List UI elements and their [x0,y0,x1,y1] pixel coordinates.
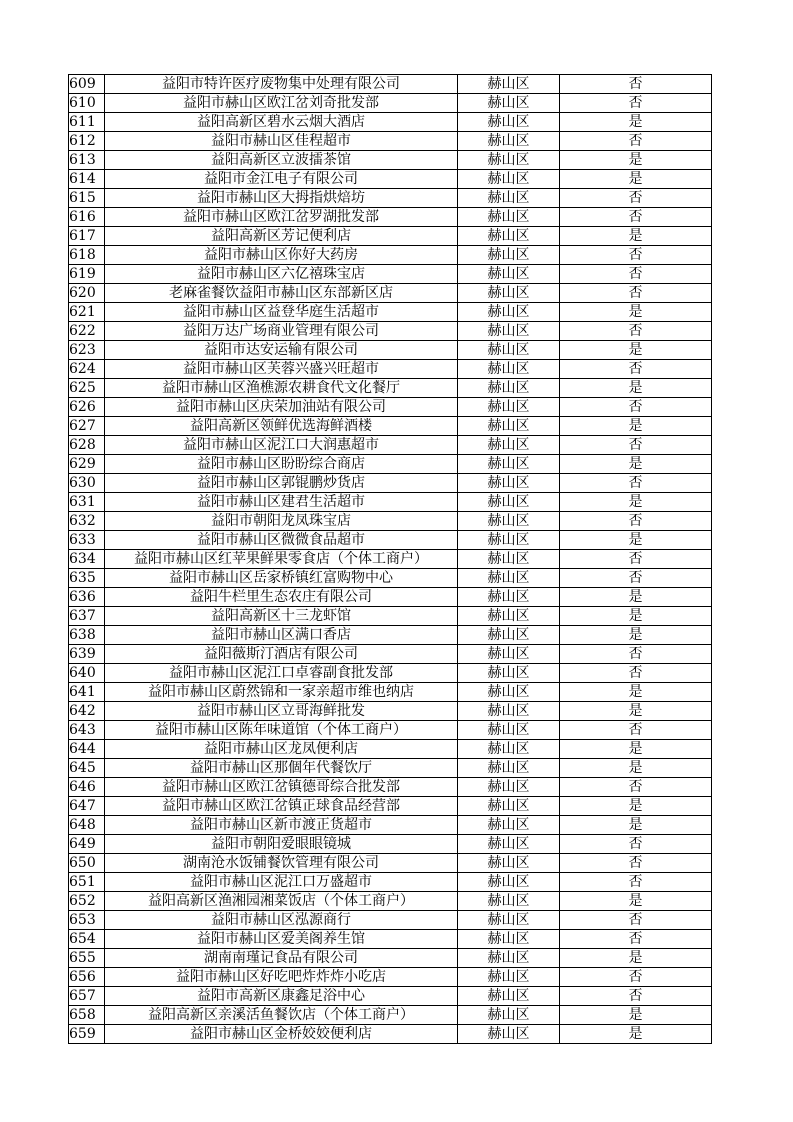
row-number: 650 [69,854,105,873]
company-name: 益阳市赫山区泥江口万盛超市 [105,873,458,892]
company-name: 益阳市赫山区蔚然锦和一家亲超市维也纳店 [105,683,458,702]
status-flag: 是 [560,892,712,911]
table-row [69,949,712,968]
status-flag: 否 [560,322,712,341]
row-number: 611 [69,113,105,132]
table-row [69,75,712,94]
row-number: 620 [69,284,105,303]
table-row [69,455,712,474]
district: 赫山区 [458,740,560,759]
district: 赫山区 [458,873,560,892]
table-row [69,911,712,930]
table-row [69,1025,712,1044]
row-number: 615 [69,189,105,208]
row-number: 630 [69,474,105,493]
company-name: 益阳高新区芳记便利店 [105,227,458,246]
status-flag: 是 [560,816,712,835]
company-name: 益阳市赫山区泥江口卓睿副食批发部 [105,664,458,683]
table-row [69,930,712,949]
district: 赫山区 [458,607,560,626]
table-row [69,417,712,436]
company-name: 益阳市赫山区欧江岔罗湖批发部 [105,208,458,227]
status-flag: 是 [560,113,712,132]
row-number: 641 [69,683,105,702]
company-name: 益阳市高新区康鑫足浴中心 [105,987,458,1006]
table-row [69,987,712,1006]
table-row [69,227,712,246]
company-name: 湖南沧水饭铺餐饮管理有限公司 [105,854,458,873]
district: 赫山区 [458,911,560,930]
company-name: 益阳高新区亲溪活鱼餐饮店（个体工商户） [105,1006,458,1025]
district: 赫山区 [458,778,560,797]
status-flag: 是 [560,227,712,246]
district: 赫山区 [458,379,560,398]
status-flag: 是 [560,379,712,398]
table-row [69,284,712,303]
table-row [69,664,712,683]
company-name: 益阳市赫山区陈年味道馆（个体工商户） [105,721,458,740]
company-name: 益阳市赫山区大拇指烘焙坊 [105,189,458,208]
status-flag: 否 [560,835,712,854]
district: 赫山区 [458,341,560,360]
district: 赫山区 [458,550,560,569]
company-name: 益阳市赫山区郭锟鹏炒货店 [105,474,458,493]
row-number: 609 [69,75,105,94]
district: 赫山区 [458,854,560,873]
row-number: 643 [69,721,105,740]
district: 赫山区 [458,816,560,835]
records-table-body [69,75,712,1044]
status-flag: 否 [560,987,712,1006]
district: 赫山区 [458,227,560,246]
district: 赫山区 [458,265,560,284]
district: 赫山区 [458,721,560,740]
row-number: 652 [69,892,105,911]
company-name: 益阳市赫山区微微食品超市 [105,531,458,550]
row-number: 634 [69,550,105,569]
table-row [69,626,712,645]
row-number: 636 [69,588,105,607]
district: 赫山区 [458,987,560,1006]
district: 赫山区 [458,683,560,702]
status-flag: 否 [560,645,712,664]
row-number: 637 [69,607,105,626]
company-name: 益阳市赫山区那個年代餐饮厅 [105,759,458,778]
table-row [69,968,712,987]
table-row [69,132,712,151]
row-number: 659 [69,1025,105,1044]
table-row [69,854,712,873]
row-number: 655 [69,949,105,968]
status-flag: 否 [560,778,712,797]
row-number: 617 [69,227,105,246]
company-name: 益阳市赫山区爱美阁养生馆 [105,930,458,949]
table-row [69,436,712,455]
status-flag: 否 [560,512,712,531]
company-name: 益阳高新区领鲜优选海鲜酒楼 [105,417,458,436]
district: 赫山区 [458,208,560,227]
status-flag: 是 [560,455,712,474]
status-flag: 是 [560,797,712,816]
status-flag: 是 [560,759,712,778]
table-row [69,816,712,835]
district: 赫山区 [458,968,560,987]
status-flag: 否 [560,75,712,94]
status-flag: 否 [560,265,712,284]
company-name: 益阳市特许医疗废物集中处理有限公司 [105,75,458,94]
status-flag: 否 [560,436,712,455]
company-name: 益阳高新区立波擂茶馆 [105,151,458,170]
table-row [69,208,712,227]
company-name: 益阳高新区十三龙虾馆 [105,607,458,626]
status-flag: 否 [560,664,712,683]
table-row [69,474,712,493]
table-row [69,550,712,569]
row-number: 616 [69,208,105,227]
status-flag: 否 [560,246,712,265]
district: 赫山区 [458,75,560,94]
company-name: 益阳市赫山区新市渡正货超市 [105,816,458,835]
table-row [69,873,712,892]
table-row [69,683,712,702]
status-flag: 是 [560,303,712,322]
district: 赫山区 [458,835,560,854]
status-flag: 是 [560,683,712,702]
company-name: 益阳市赫山区欧江岔镇正球食品经营部 [105,797,458,816]
district: 赫山区 [458,113,560,132]
company-name: 益阳市赫山区泥江口大润惠超市 [105,436,458,455]
table-row [69,892,712,911]
status-flag: 是 [560,588,712,607]
table-row [69,512,712,531]
row-number: 629 [69,455,105,474]
row-number: 648 [69,816,105,835]
company-name: 益阳市赫山区好吃吧炸炸炸小吃店 [105,968,458,987]
table-row [69,721,712,740]
status-flag: 否 [560,911,712,930]
table-row [69,645,712,664]
status-flag: 是 [560,170,712,189]
company-name: 益阳市赫山区芙蓉兴盛兴旺超市 [105,360,458,379]
status-flag: 否 [560,284,712,303]
company-name: 益阳市赫山区龙凤便利店 [105,740,458,759]
table-row [69,1006,712,1025]
row-number: 623 [69,341,105,360]
status-flag: 是 [560,151,712,170]
table-row [69,531,712,550]
status-flag: 是 [560,493,712,512]
records-table [68,74,712,1044]
company-name: 益阳市赫山区六亿禧珠宝店 [105,265,458,284]
table-row [69,702,712,721]
table-row [69,360,712,379]
district: 赫山区 [458,531,560,550]
table-row [69,322,712,341]
district: 赫山区 [458,949,560,968]
status-flag: 否 [560,398,712,417]
table-row [69,607,712,626]
table-row [69,588,712,607]
company-name: 益阳市赫山区满口香店 [105,626,458,645]
company-name: 益阳市赫山区立哥海鲜批发 [105,702,458,721]
row-number: 622 [69,322,105,341]
district: 赫山区 [458,930,560,949]
company-name: 益阳市赫山区欧江岔刘奇批发部 [105,94,458,113]
table-row [69,341,712,360]
row-number: 632 [69,512,105,531]
district: 赫山区 [458,474,560,493]
row-number: 631 [69,493,105,512]
table-row [69,797,712,816]
table-row [69,189,712,208]
district: 赫山区 [458,569,560,588]
row-number: 654 [69,930,105,949]
table-row [69,170,712,189]
row-number: 627 [69,417,105,436]
status-flag: 是 [560,1025,712,1044]
district: 赫山区 [458,436,560,455]
district: 赫山区 [458,322,560,341]
district: 赫山区 [458,132,560,151]
row-number: 626 [69,398,105,417]
row-number: 642 [69,702,105,721]
district: 赫山区 [458,417,560,436]
status-flag: 否 [560,189,712,208]
company-name: 益阳万达广场商业管理有限公司 [105,322,458,341]
row-number: 639 [69,645,105,664]
row-number: 644 [69,740,105,759]
district: 赫山区 [458,94,560,113]
company-name: 益阳市赫山区金桥姣姣便利店 [105,1025,458,1044]
row-number: 658 [69,1006,105,1025]
row-number: 640 [69,664,105,683]
row-number: 657 [69,987,105,1006]
district: 赫山区 [458,588,560,607]
company-name: 益阳市赫山区你好大药房 [105,246,458,265]
status-flag: 是 [560,949,712,968]
row-number: 619 [69,265,105,284]
district: 赫山区 [458,360,560,379]
table-row [69,569,712,588]
company-name: 益阳市赫山区盼盼综合商店 [105,455,458,474]
status-flag: 否 [560,474,712,493]
table-row [69,94,712,113]
district: 赫山区 [458,512,560,531]
district: 赫山区 [458,759,560,778]
table-row [69,151,712,170]
row-number: 635 [69,569,105,588]
status-flag: 是 [560,417,712,436]
status-flag: 否 [560,208,712,227]
company-name: 湖南南瑾记食品有限公司 [105,949,458,968]
row-number: 625 [69,379,105,398]
row-number: 614 [69,170,105,189]
row-number: 646 [69,778,105,797]
status-flag: 否 [560,360,712,379]
row-number: 645 [69,759,105,778]
table-row [69,303,712,322]
district: 赫山区 [458,303,560,322]
company-name: 益阳牛栏里生态农庄有限公司 [105,588,458,607]
company-name: 益阳高新区碧水云烟大酒店 [105,113,458,132]
row-number: 610 [69,94,105,113]
status-flag: 是 [560,531,712,550]
district: 赫山区 [458,284,560,303]
table-row [69,740,712,759]
table-row [69,265,712,284]
row-number: 613 [69,151,105,170]
district: 赫山区 [458,702,560,721]
district: 赫山区 [458,493,560,512]
status-flag: 否 [560,569,712,588]
row-number: 656 [69,968,105,987]
company-name: 益阳市赫山区庆荣加油站有限公司 [105,398,458,417]
row-number: 651 [69,873,105,892]
table-row [69,398,712,417]
district: 赫山区 [458,645,560,664]
district: 赫山区 [458,398,560,417]
table-row [69,113,712,132]
row-number: 621 [69,303,105,322]
status-flag: 否 [560,721,712,740]
row-number: 647 [69,797,105,816]
company-name: 益阳市朝阳爱眼眼镜城 [105,835,458,854]
company-name: 益阳市赫山区益登华庭生活超市 [105,303,458,322]
status-flag: 否 [560,968,712,987]
row-number: 633 [69,531,105,550]
company-name: 益阳薇斯汀酒店有限公司 [105,645,458,664]
company-name: 老麻雀餐饮益阳市赫山区东部新区店 [105,284,458,303]
status-flag: 否 [560,550,712,569]
company-name: 益阳市赫山区建君生活超市 [105,493,458,512]
status-flag: 是 [560,740,712,759]
status-flag: 是 [560,702,712,721]
table-row [69,379,712,398]
district: 赫山区 [458,1025,560,1044]
company-name: 益阳高新区渔湘园湘菜饭店（个体工商户） [105,892,458,911]
status-flag: 是 [560,626,712,645]
district: 赫山区 [458,189,560,208]
row-number: 649 [69,835,105,854]
row-number: 612 [69,132,105,151]
row-number: 618 [69,246,105,265]
district: 赫山区 [458,1006,560,1025]
company-name: 益阳市赫山区泓源商行 [105,911,458,930]
company-name: 益阳市金江电子有限公司 [105,170,458,189]
status-flag: 是 [560,1006,712,1025]
row-number: 638 [69,626,105,645]
table-row [69,493,712,512]
row-number: 653 [69,911,105,930]
company-name: 益阳市赫山区渔樵源农耕食代文化餐厅 [105,379,458,398]
table-row [69,778,712,797]
company-name: 益阳市赫山区岳家桥镇红富购物中心 [105,569,458,588]
company-name: 益阳市赫山区佳程超市 [105,132,458,151]
row-number: 628 [69,436,105,455]
status-flag: 否 [560,854,712,873]
district: 赫山区 [458,151,560,170]
district: 赫山区 [458,246,560,265]
district: 赫山区 [458,797,560,816]
district: 赫山区 [458,455,560,474]
row-number: 624 [69,360,105,379]
company-name: 益阳市达安运输有限公司 [105,341,458,360]
status-flag: 否 [560,94,712,113]
table-row [69,759,712,778]
company-name: 益阳市赫山区欧江岔镇德哥综合批发部 [105,778,458,797]
company-name: 益阳市赫山区红苹果鲜果零食店（个体工商户） [105,550,458,569]
status-flag: 否 [560,132,712,151]
district: 赫山区 [458,626,560,645]
table-row [69,246,712,265]
district: 赫山区 [458,170,560,189]
company-name: 益阳市朝阳龙凤珠宝店 [105,512,458,531]
table-row [69,835,712,854]
district: 赫山区 [458,664,560,683]
status-flag: 否 [560,873,712,892]
status-flag: 否 [560,930,712,949]
status-flag: 是 [560,341,712,360]
district: 赫山区 [458,892,560,911]
status-flag: 是 [560,607,712,626]
